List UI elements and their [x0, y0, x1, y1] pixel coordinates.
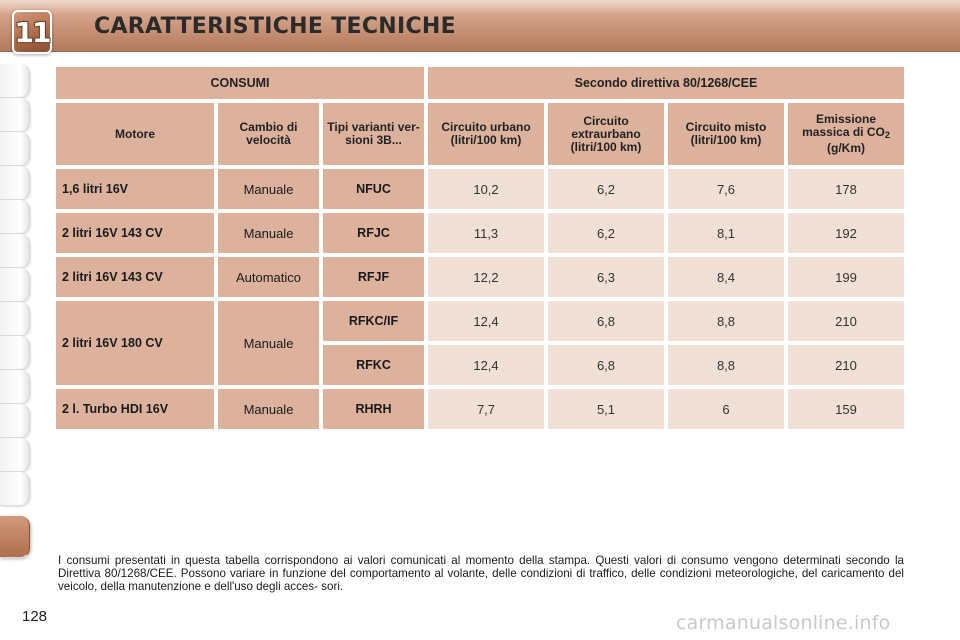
cell-type: RHRH: [323, 389, 424, 429]
cell-type: RFKC: [323, 345, 424, 385]
cell-extraurban: 6,8: [548, 345, 664, 385]
chapter-tab[interactable]: [0, 370, 30, 404]
column-header-mixed: Circuito misto (litri/100 km): [668, 103, 784, 165]
cell-co2: 199: [788, 257, 904, 297]
group-header-directive: Secondo direttiva 80/1268/CEE: [428, 67, 904, 99]
cell-extraurban: 6,2: [548, 213, 664, 253]
cell-urban: 11,3: [428, 213, 544, 253]
cell-urban: 12,4: [428, 301, 544, 341]
cell-co2: 178: [788, 169, 904, 209]
column-header-type: Tipi varianti ver- sioni 3B...: [323, 103, 424, 165]
footnote-text: I consumi presentati in questa tabella corrispondono ai valori comunicati al momento della stampa. Questi valori di consumo vengono determinati secondo la Direttiva 80/1268/CEE. Possono variare in funzione del comportamento al volante, delle condizioni di traffico, delle condizioni meteorologiche, del caricamento del veicolo, della manutenzione e dell'uso degli acces- sori.: [58, 554, 904, 593]
chapter-tab[interactable]: [0, 64, 30, 98]
co2-suffix: (g/Km): [827, 141, 865, 155]
table-row: [56, 257, 904, 297]
cell-mixed: 8,1: [668, 213, 784, 253]
chapter-tab[interactable]: [0, 166, 30, 200]
cell-type: RFJC: [323, 213, 424, 253]
group-header-consumi: CONSUMI: [56, 67, 424, 99]
column-header-co2: [788, 103, 904, 165]
co2-prefix: Emissione massica di CO: [802, 112, 885, 139]
chapter-number-badge: 11: [12, 10, 52, 54]
cell-gearbox: Manuale: [218, 301, 319, 385]
cell-co2: 210: [788, 301, 904, 341]
column-header-extraurban: Circuito extraurbano (litri/100 km): [548, 103, 664, 165]
chapter-tab[interactable]: [0, 200, 30, 234]
chapter-tab[interactable]: [0, 234, 30, 268]
cell-co2: 210: [788, 345, 904, 385]
table-row: [56, 389, 904, 429]
cell-engine: 2 litri 16V 143 CV: [56, 213, 214, 253]
chapter-tab[interactable]: [0, 132, 30, 166]
table-row: [56, 169, 904, 209]
chapter-tab[interactable]: [0, 268, 30, 302]
page-number: 128: [22, 608, 48, 625]
cell-extraurban: 6,2: [548, 169, 664, 209]
column-header-urban: Circuito urbano (litri/100 km): [428, 103, 544, 165]
table-row: [56, 301, 904, 341]
cell-mixed: 8,8: [668, 301, 784, 341]
cell-engine: 2 l. Turbo HDI 16V: [56, 389, 214, 429]
cell-type: RFJF: [323, 257, 424, 297]
cell-engine: 2 litri 16V 143 CV: [56, 257, 214, 297]
cell-mixed: 6: [668, 389, 784, 429]
cell-extraurban: 6,3: [548, 257, 664, 297]
cell-urban: 12,4: [428, 345, 544, 385]
cell-engine: 1,6 litri 16V: [56, 169, 214, 209]
chapter-tab[interactable]: [0, 98, 30, 132]
cell-mixed: 8,8: [668, 345, 784, 385]
cell-urban: 7,7: [428, 389, 544, 429]
cell-co2: 159: [788, 389, 904, 429]
consumption-table-wrapper: [56, 67, 904, 433]
chapter-tab[interactable]: [0, 336, 30, 370]
cell-gearbox: Manuale: [218, 169, 319, 209]
cell-mixed: 8,4: [668, 257, 784, 297]
cell-urban: 12,2: [428, 257, 544, 297]
cell-urban: 10,2: [428, 169, 544, 209]
cell-engine: 2 litri 16V 180 CV: [56, 301, 214, 385]
cell-mixed: 7,6: [668, 169, 784, 209]
cell-extraurban: 6,8: [548, 301, 664, 341]
cell-type: RFKC/IF: [323, 301, 424, 341]
chapter-tab[interactable]: [0, 404, 30, 438]
co2-subscript: 2: [884, 130, 890, 140]
cell-extraurban: 5,1: [548, 389, 664, 429]
cell-gearbox: Manuale: [218, 213, 319, 253]
page-title: CARATTERISTICHE TECNICHE: [94, 14, 456, 39]
chapter-tab[interactable]: [0, 438, 30, 472]
chapter-tab-rail: [0, 64, 34, 574]
cell-gearbox: Automatico: [218, 257, 319, 297]
chapter-tab-active[interactable]: [0, 516, 30, 558]
header-shine: [0, 0, 960, 14]
cell-type: NFUC: [323, 169, 424, 209]
cell-co2: 192: [788, 213, 904, 253]
consumption-table: [52, 63, 908, 433]
chapter-tab[interactable]: [0, 302, 30, 336]
cell-gearbox: Manuale: [218, 389, 319, 429]
chapter-tab[interactable]: [0, 472, 30, 506]
table-row: [56, 213, 904, 253]
column-header-gearbox: Cambio di velocità: [218, 103, 319, 165]
column-header-engine: Motore: [56, 103, 214, 165]
watermark-text: carmanualsonline.info: [676, 612, 891, 634]
